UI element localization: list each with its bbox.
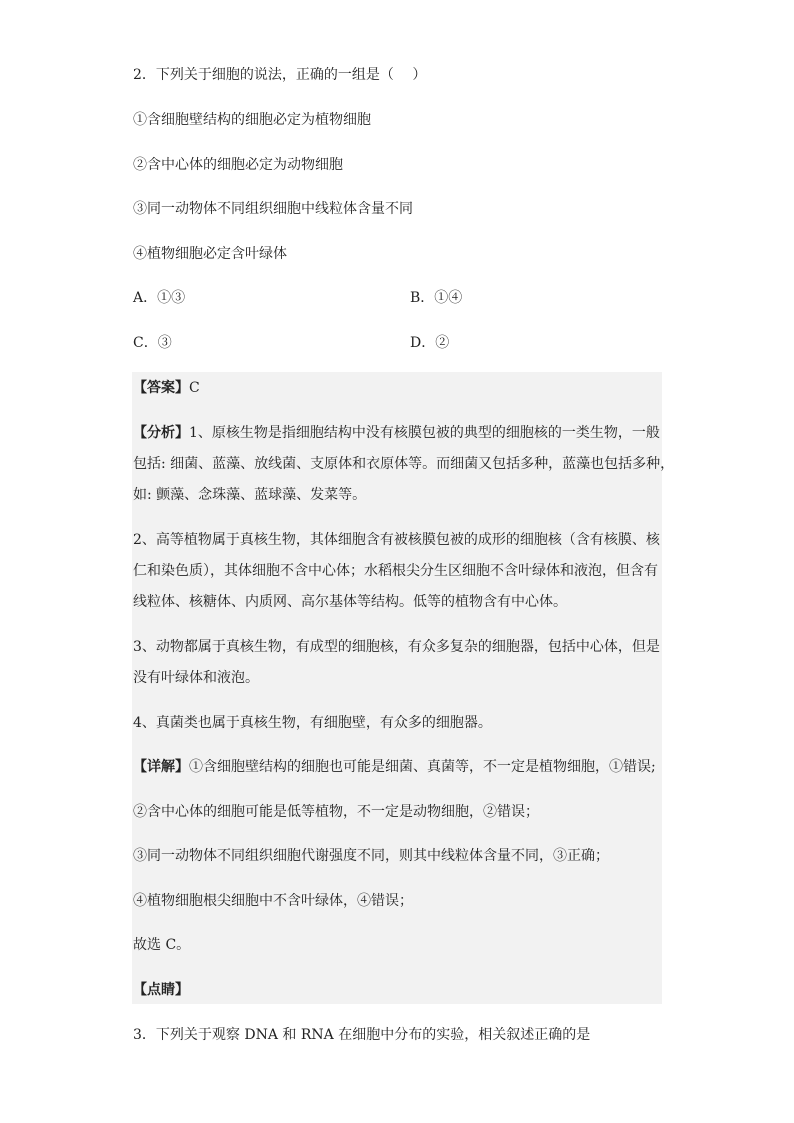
answer-label: 【答案】 xyxy=(133,380,189,396)
analysis-line-3: 如: 颤藻、念珠藻、蓝球藻、发菜等。 xyxy=(133,487,367,503)
analysis-line-1 xyxy=(133,423,660,443)
option-b: B．①④ xyxy=(410,290,463,306)
detail-line-2: ②含中心体的细胞可能是低等植物，不一定是动物细胞，②错误； xyxy=(133,804,539,820)
statement-1: ①含细胞壁结构的细胞必定为植物细胞 xyxy=(133,112,371,128)
comment-line xyxy=(133,980,189,1000)
detail-text: ①含细胞壁结构的细胞也可能是细菌、真菌等，不一定是植物细胞，①错误; xyxy=(189,759,656,775)
analysis-p3-line-2: 没有叶绿体和液泡。 xyxy=(133,670,259,686)
statement-3: ③同一动物体不同组织细胞中线粒体含量不同 xyxy=(133,201,413,217)
question-3-stem: 3．下列关于观察 DNA 和 RNA 在细胞中分布的实验，相关叙述正确的是 xyxy=(133,1027,591,1043)
option-c: C．③ xyxy=(133,335,172,351)
detail-conclusion: 故选 C。 xyxy=(133,937,191,953)
detail-line-4: ④植物细胞根尖细胞中不含叶绿体，④错误； xyxy=(133,893,413,909)
option-a: A．①③ xyxy=(133,290,186,306)
statement-2: ②含中心体的细胞必定为动物细胞 xyxy=(133,157,343,173)
analysis-label: 【分析】 xyxy=(133,425,189,441)
analysis-line-2: 包括: 细菌、蓝藻、放线菌、支原体和衣原体等。而细菌又包括多种，蓝藻也包括多种， xyxy=(133,456,675,472)
analysis-text: 1、原核生物是指细胞结构中没有核膜包被的典型的细胞核的一类生物，一般 xyxy=(189,425,660,441)
question-2-stem: 2．下列关于细胞的说法，正确的一组是（ ） xyxy=(133,67,427,83)
answer-line xyxy=(133,378,200,398)
analysis-p2-line-3: 线粒体、核糖体、内质网、高尔基体等结构。低等的植物含有中心体。 xyxy=(133,594,567,610)
analysis-p2-line-1: 2、高等植物属于真核生物，其体细胞含有被核膜包被的成形的细胞核（含有核膜、核 xyxy=(133,532,660,548)
detail-label: 【详解】 xyxy=(133,759,189,775)
comment-label: 【点睛】 xyxy=(133,982,189,998)
detail-line-3: ③同一动物体不同组织细胞代谢强度不同，则其中线粒体含量不同，③正确； xyxy=(133,848,609,864)
detail-line-1 xyxy=(133,757,656,777)
analysis-p4: 4、真菌类也属于真核生物，有细胞壁，有众多的细胞器。 xyxy=(133,715,492,731)
answer-value: C xyxy=(189,380,200,396)
analysis-p3-line-1: 3、动物都属于真核生物，有成型的细胞核，有众多复杂的细胞器，包括中心体，但是 xyxy=(133,639,660,655)
statement-4: ④植物细胞必定含叶绿体 xyxy=(133,246,287,262)
analysis-p2-line-2: 仁和染色质），其体细胞不含中心体；水稻根尖分生区细胞不含叶绿体和液泡，但含有 xyxy=(133,563,658,579)
option-d: D．② xyxy=(410,335,450,351)
